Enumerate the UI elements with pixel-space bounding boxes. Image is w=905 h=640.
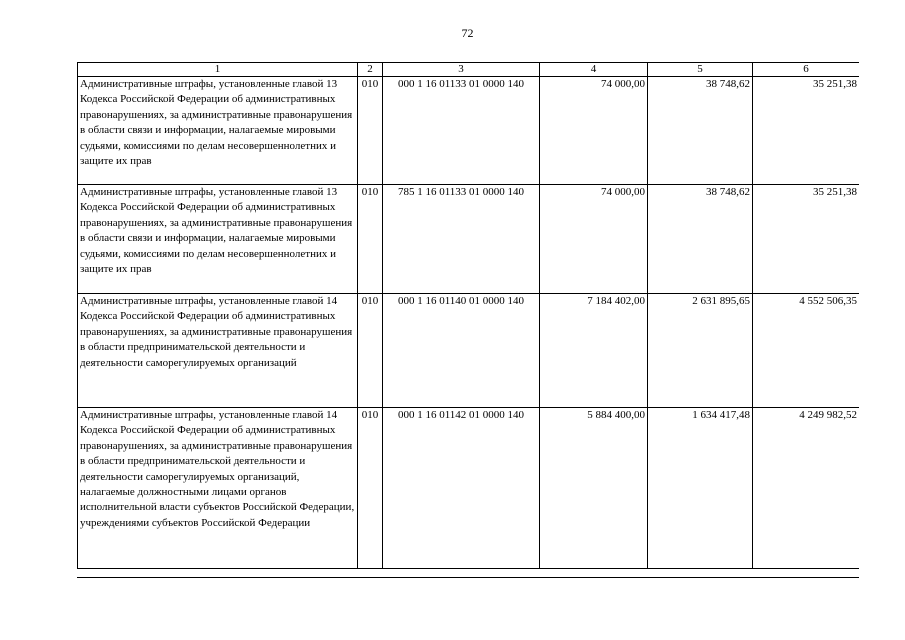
row-unexecuted-cell: 35 251,38 xyxy=(753,77,860,185)
row-approved-cell: 5 884 400,00 xyxy=(540,408,648,569)
table-row xyxy=(78,408,860,569)
header-cell-2: 2 xyxy=(358,63,383,77)
table-row xyxy=(78,185,860,294)
row-line-code-cell: 010 xyxy=(358,185,383,294)
header-cell-3: 3 xyxy=(383,63,540,77)
row-income-code-cell: 000 1 16 01142 01 0000 140 xyxy=(383,408,540,569)
header-cell-4: 4 xyxy=(540,63,648,77)
table-container xyxy=(77,62,859,578)
row-approved-cell: 74 000,00 xyxy=(540,77,648,185)
row-name-cell: Административные штрафы, установленные главой 14 Кодекса Российской Федерации об административных правонарушениях, за административные правонарушения в области предпринимательской деятельности и деятельности саморегулируемых организаций xyxy=(78,294,358,408)
row-approved-cell: 74 000,00 xyxy=(540,185,648,294)
row-executed-cell: 38 748,62 xyxy=(648,185,753,294)
table-row xyxy=(78,77,860,185)
budget-table xyxy=(77,62,859,569)
row-unexecuted-cell: 35 251,38 xyxy=(753,185,860,294)
header-cell-5: 5 xyxy=(648,63,753,77)
table-header-row xyxy=(78,63,860,77)
row-unexecuted-cell: 4 552 506,35 xyxy=(753,294,860,408)
row-income-code-cell: 000 1 16 01140 01 0000 140 xyxy=(383,294,540,408)
row-approved-cell: 7 184 402,00 xyxy=(540,294,648,408)
row-executed-cell: 38 748,62 xyxy=(648,77,753,185)
table-row xyxy=(78,294,860,408)
page-number: 72 xyxy=(461,26,474,40)
row-unexecuted-cell: 4 249 982,52 xyxy=(753,408,860,569)
row-name-cell: Административные штрафы, установленные главой 14 Кодекса Российской Федерации об административных правонарушениях, за административные правонарушения в области предпринимательской деятельности и деятельности саморегулируемых организаций, налагаемые должностными лицами органов исполнительной власти субъектов Российской Федерации, учреждениями субъектов Российской Федерации xyxy=(78,408,358,569)
header-cell-6: 6 xyxy=(753,63,860,77)
row-line-code-cell: 010 xyxy=(358,408,383,569)
row-line-code-cell: 010 xyxy=(358,77,383,185)
row-line-code-cell: 010 xyxy=(358,294,383,408)
row-executed-cell: 2 631 895,65 xyxy=(648,294,753,408)
row-name-cell: Административные штрафы, установленные главой 13 Кодекса Российской Федерации об административных правонарушениях, за административные правонарушения в области связи и информации, налагаемые мировыми судьями, комиссиями по делам несовершеннолетних и защите их прав xyxy=(78,185,358,294)
row-income-code-cell: 785 1 16 01133 01 0000 140 xyxy=(383,185,540,294)
header-cell-1: 1 xyxy=(78,63,358,77)
row-name-cell: Административные штрафы, установленные главой 13 Кодекса Российской Федерации об административных правонарушениях, за административные правонарушения в области связи и информации, налагаемые мировыми судьями, комиссиями по делам несовершеннолетних и защите их прав xyxy=(78,77,358,185)
row-executed-cell: 1 634 417,48 xyxy=(648,408,753,569)
row-income-code-cell: 000 1 16 01133 01 0000 140 xyxy=(383,77,540,185)
